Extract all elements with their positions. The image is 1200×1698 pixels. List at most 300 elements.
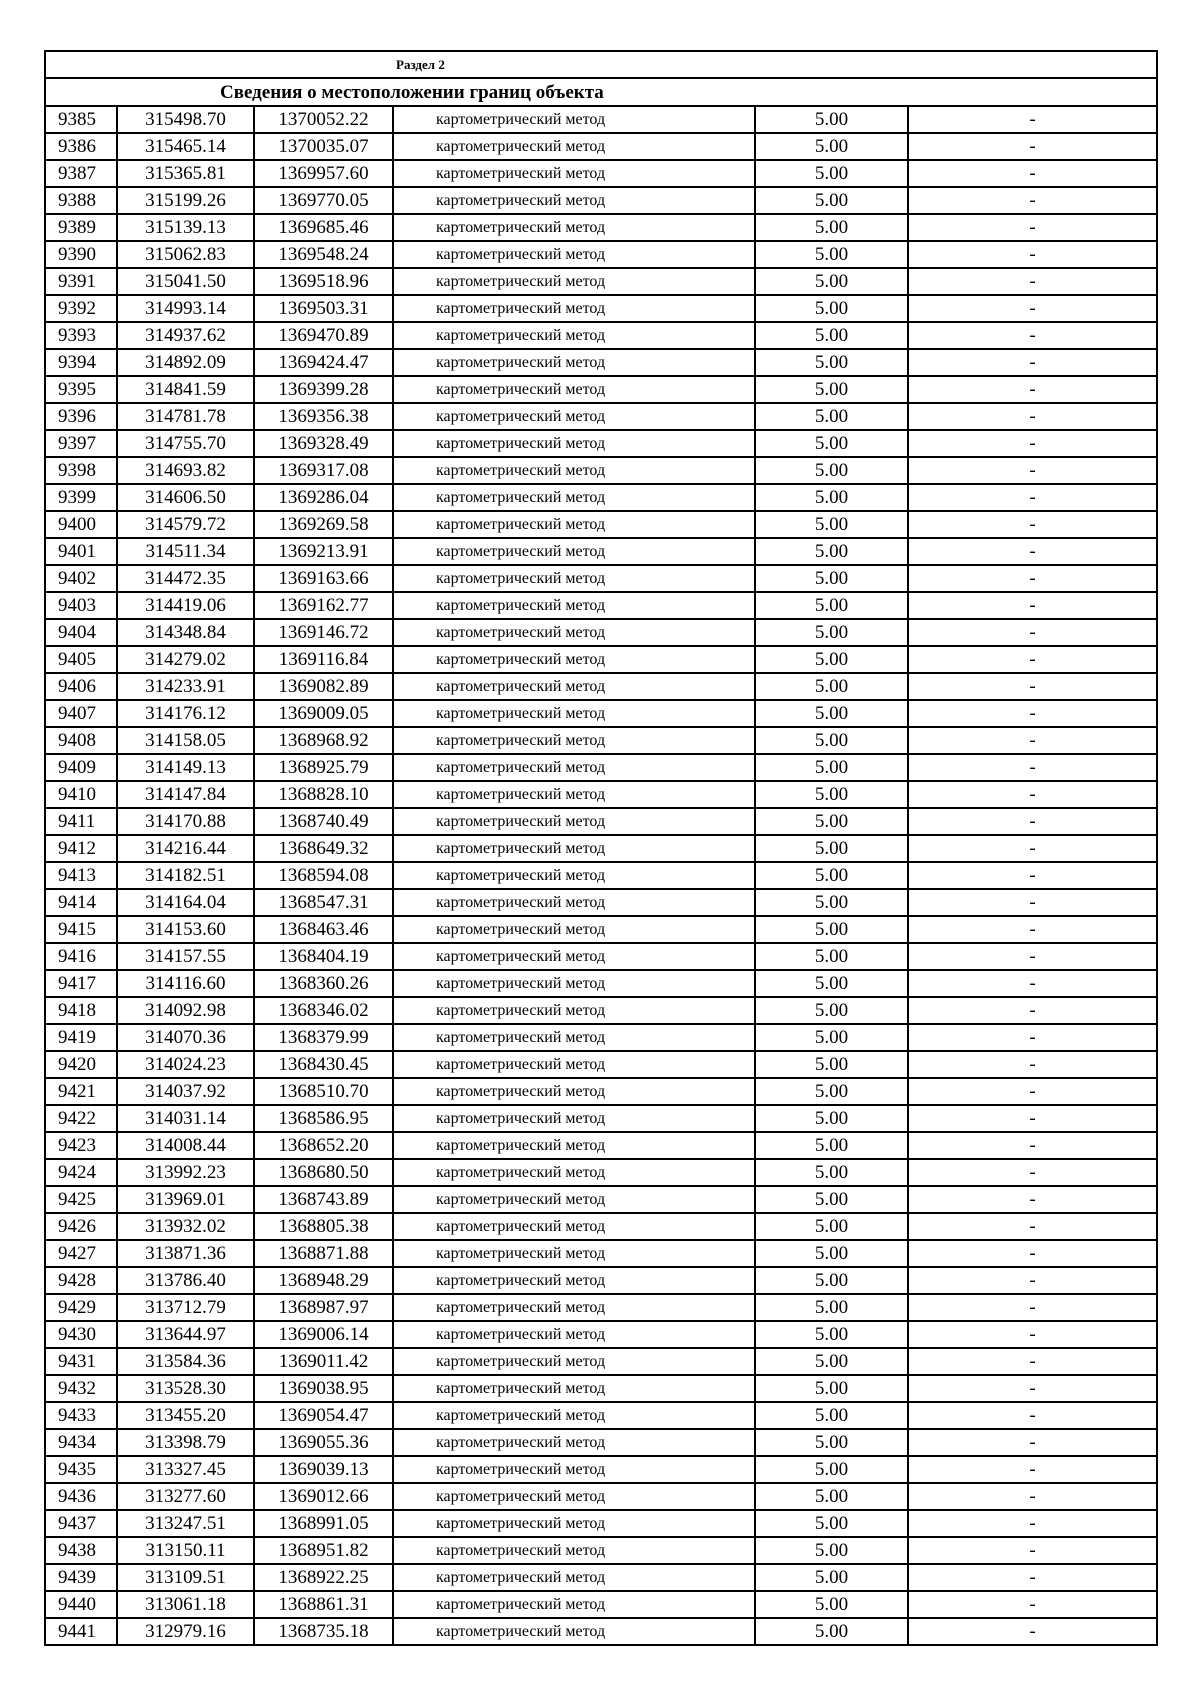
method: картометрический метод <box>393 1105 755 1132</box>
table-row <box>45 1240 1157 1267</box>
point-number: 9391 <box>45 268 117 295</box>
description: - <box>908 268 1157 295</box>
coord-x: 315199.26 <box>117 187 254 214</box>
method: картометрический метод <box>393 457 755 484</box>
description: - <box>908 511 1157 538</box>
table-row <box>45 1591 1157 1618</box>
description: - <box>908 160 1157 187</box>
point-number: 9405 <box>45 646 117 673</box>
method: картометрический метод <box>393 673 755 700</box>
table-row <box>45 1294 1157 1321</box>
precision: 5.00 <box>755 1024 908 1051</box>
table-row <box>45 241 1157 268</box>
precision: 5.00 <box>755 1564 908 1591</box>
coord-x: 314419.06 <box>117 592 254 619</box>
precision: 5.00 <box>755 1105 908 1132</box>
method: картометрический метод <box>393 1267 755 1294</box>
precision: 5.00 <box>755 592 908 619</box>
method: картометрический метод <box>393 592 755 619</box>
point-number: 9432 <box>45 1375 117 1402</box>
description: - <box>908 889 1157 916</box>
precision: 5.00 <box>755 1402 908 1429</box>
coord-y: 1370052.22 <box>254 106 393 133</box>
precision: 5.00 <box>755 1321 908 1348</box>
table-row <box>45 565 1157 592</box>
precision: 5.00 <box>755 187 908 214</box>
description: - <box>908 1132 1157 1159</box>
coord-x: 314070.36 <box>117 1024 254 1051</box>
coord-y: 1369685.46 <box>254 214 393 241</box>
point-number: 9401 <box>45 538 117 565</box>
precision: 5.00 <box>755 916 908 943</box>
coord-y: 1368547.31 <box>254 889 393 916</box>
section-title-row <box>45 78 1157 106</box>
coord-y: 1369957.60 <box>254 160 393 187</box>
coord-y: 1369424.47 <box>254 349 393 376</box>
table-row <box>45 133 1157 160</box>
precision: 5.00 <box>755 673 908 700</box>
description: - <box>908 1402 1157 1429</box>
description: - <box>908 943 1157 970</box>
coord-y: 1368951.82 <box>254 1537 393 1564</box>
method: картометрический метод <box>393 916 755 943</box>
point-number: 9425 <box>45 1186 117 1213</box>
coord-x: 313584.36 <box>117 1348 254 1375</box>
table-row <box>45 835 1157 862</box>
point-number: 9438 <box>45 1537 117 1564</box>
method: картометрический метод <box>393 187 755 214</box>
coord-x: 314216.44 <box>117 835 254 862</box>
table-row <box>45 322 1157 349</box>
point-number: 9415 <box>45 916 117 943</box>
table-row <box>45 1348 1157 1375</box>
description: - <box>908 1213 1157 1240</box>
coord-y: 1369286.04 <box>254 484 393 511</box>
description: - <box>908 1105 1157 1132</box>
description: - <box>908 781 1157 808</box>
description: - <box>908 1564 1157 1591</box>
coord-y: 1368379.99 <box>254 1024 393 1051</box>
precision: 5.00 <box>755 322 908 349</box>
coord-x: 312979.16 <box>117 1618 254 1645</box>
coord-y: 1368594.08 <box>254 862 393 889</box>
coord-x: 314892.09 <box>117 349 254 376</box>
coord-x: 314781.78 <box>117 403 254 430</box>
coord-x: 314116.60 <box>117 970 254 997</box>
precision: 5.00 <box>755 889 908 916</box>
precision: 5.00 <box>755 1537 908 1564</box>
coord-y: 1368987.97 <box>254 1294 393 1321</box>
point-number: 9396 <box>45 403 117 430</box>
point-number: 9392 <box>45 295 117 322</box>
description: - <box>908 484 1157 511</box>
point-number: 9421 <box>45 1078 117 1105</box>
coord-y: 1369356.38 <box>254 403 393 430</box>
coord-x: 314158.05 <box>117 727 254 754</box>
coord-y: 1369012.66 <box>254 1483 393 1510</box>
method: картометрический метод <box>393 619 755 646</box>
description: - <box>908 565 1157 592</box>
method: картометрический метод <box>393 376 755 403</box>
method: картометрический метод <box>393 727 755 754</box>
description: - <box>908 754 1157 781</box>
table-row <box>45 1132 1157 1159</box>
point-number: 9426 <box>45 1213 117 1240</box>
method: картометрический метод <box>393 133 755 160</box>
coord-y: 1368360.26 <box>254 970 393 997</box>
table-row <box>45 349 1157 376</box>
coord-x: 313992.23 <box>117 1159 254 1186</box>
precision: 5.00 <box>755 1213 908 1240</box>
coord-y: 1369770.05 <box>254 187 393 214</box>
precision: 5.00 <box>755 700 908 727</box>
precision: 5.00 <box>755 781 908 808</box>
coord-x: 314031.14 <box>117 1105 254 1132</box>
description: - <box>908 1618 1157 1645</box>
precision: 5.00 <box>755 1078 908 1105</box>
table-row <box>45 214 1157 241</box>
table-row <box>45 538 1157 565</box>
point-number: 9429 <box>45 1294 117 1321</box>
coord-x: 313061.18 <box>117 1591 254 1618</box>
method: картометрический метод <box>393 1024 755 1051</box>
description: - <box>908 970 1157 997</box>
point-number: 9433 <box>45 1402 117 1429</box>
method: картометрический метод <box>393 835 755 862</box>
coord-y: 1368991.05 <box>254 1510 393 1537</box>
precision: 5.00 <box>755 1456 908 1483</box>
coord-x: 313528.30 <box>117 1375 254 1402</box>
precision: 5.00 <box>755 484 908 511</box>
precision: 5.00 <box>755 430 908 457</box>
coord-x: 314153.60 <box>117 916 254 943</box>
coord-x: 314037.92 <box>117 1078 254 1105</box>
point-number: 9437 <box>45 1510 117 1537</box>
table-row <box>45 862 1157 889</box>
point-number: 9407 <box>45 700 117 727</box>
table-row <box>45 592 1157 619</box>
table-row <box>45 1321 1157 1348</box>
precision: 5.00 <box>755 943 908 970</box>
coord-x: 315498.70 <box>117 106 254 133</box>
coord-y: 1368510.70 <box>254 1078 393 1105</box>
coord-y: 1369328.49 <box>254 430 393 457</box>
coord-x: 315062.83 <box>117 241 254 268</box>
coord-x: 314092.98 <box>117 997 254 1024</box>
coord-y: 1369162.77 <box>254 592 393 619</box>
point-number: 9393 <box>45 322 117 349</box>
method: картометрический метод <box>393 241 755 268</box>
table-row <box>45 619 1157 646</box>
coord-x: 314348.84 <box>117 619 254 646</box>
point-number: 9414 <box>45 889 117 916</box>
coord-x: 313327.45 <box>117 1456 254 1483</box>
coord-x: 315465.14 <box>117 133 254 160</box>
description: - <box>908 862 1157 889</box>
point-number: 9409 <box>45 754 117 781</box>
method: картометрический метод <box>393 1510 755 1537</box>
description: - <box>908 403 1157 430</box>
precision: 5.00 <box>755 646 908 673</box>
point-number: 9388 <box>45 187 117 214</box>
precision: 5.00 <box>755 1483 908 1510</box>
table-row <box>45 646 1157 673</box>
description: - <box>908 619 1157 646</box>
table-row <box>45 727 1157 754</box>
method: картометрический метод <box>393 1348 755 1375</box>
coord-y: 1368586.95 <box>254 1105 393 1132</box>
description: - <box>908 1510 1157 1537</box>
point-number: 9416 <box>45 943 117 970</box>
description: - <box>908 835 1157 862</box>
table-row <box>45 1267 1157 1294</box>
coord-x: 313871.36 <box>117 1240 254 1267</box>
description: - <box>908 430 1157 457</box>
description: - <box>908 1159 1157 1186</box>
table-row <box>45 1078 1157 1105</box>
coord-y: 1368805.38 <box>254 1213 393 1240</box>
coord-x: 314937.62 <box>117 322 254 349</box>
method: картометрический метод <box>393 1051 755 1078</box>
point-number: 9389 <box>45 214 117 241</box>
method: картометрический метод <box>393 295 755 322</box>
point-number: 9404 <box>45 619 117 646</box>
table-row <box>45 1564 1157 1591</box>
description: - <box>908 1591 1157 1618</box>
description: - <box>908 1078 1157 1105</box>
coord-y: 1369054.47 <box>254 1402 393 1429</box>
boundary-coordinates-table <box>44 50 1158 1646</box>
method: картометрический метод <box>393 1456 755 1483</box>
point-number: 9410 <box>45 781 117 808</box>
coord-y: 1368740.49 <box>254 808 393 835</box>
precision: 5.00 <box>755 403 908 430</box>
method: картометрический метод <box>393 538 755 565</box>
description: - <box>908 727 1157 754</box>
method: картометрический метод <box>393 214 755 241</box>
description: - <box>908 1240 1157 1267</box>
point-number: 9440 <box>45 1591 117 1618</box>
precision: 5.00 <box>755 241 908 268</box>
table-row <box>45 430 1157 457</box>
coord-x: 313969.01 <box>117 1186 254 1213</box>
description: - <box>908 349 1157 376</box>
description: - <box>908 1321 1157 1348</box>
method: картометрический метод <box>393 322 755 349</box>
method: картометрический метод <box>393 484 755 511</box>
coord-x: 314606.50 <box>117 484 254 511</box>
coord-y: 1369038.95 <box>254 1375 393 1402</box>
coord-x: 313109.51 <box>117 1564 254 1591</box>
coord-y: 1369163.66 <box>254 565 393 592</box>
coord-x: 314149.13 <box>117 754 254 781</box>
coord-y: 1368652.20 <box>254 1132 393 1159</box>
precision: 5.00 <box>755 1510 908 1537</box>
table-row <box>45 916 1157 943</box>
description: - <box>908 214 1157 241</box>
method: картометрический метод <box>393 1186 755 1213</box>
precision: 5.00 <box>755 1294 908 1321</box>
method: картометрический метод <box>393 1078 755 1105</box>
precision: 5.00 <box>755 511 908 538</box>
coord-y: 1369470.89 <box>254 322 393 349</box>
description: - <box>908 1294 1157 1321</box>
method: картометрический метод <box>393 1618 755 1645</box>
method: картометрический метод <box>393 1402 755 1429</box>
method: картометрический метод <box>393 1321 755 1348</box>
table-row <box>45 376 1157 403</box>
point-number: 9423 <box>45 1132 117 1159</box>
method: картометрический метод <box>393 403 755 430</box>
point-number: 9390 <box>45 241 117 268</box>
table-row <box>45 1510 1157 1537</box>
section-title: Сведения о местоположении границ объекта <box>45 78 1157 106</box>
method: картометрический метод <box>393 1375 755 1402</box>
coord-x: 314472.35 <box>117 565 254 592</box>
precision: 5.00 <box>755 808 908 835</box>
table-row <box>45 295 1157 322</box>
description: - <box>908 457 1157 484</box>
precision: 5.00 <box>755 1132 908 1159</box>
method: картометрический метод <box>393 1294 755 1321</box>
table-row <box>45 943 1157 970</box>
precision: 5.00 <box>755 214 908 241</box>
method: картометрический метод <box>393 565 755 592</box>
precision: 5.00 <box>755 1267 908 1294</box>
table-row <box>45 1456 1157 1483</box>
coord-x: 313644.97 <box>117 1321 254 1348</box>
table-body <box>45 51 1157 1645</box>
point-number: 9400 <box>45 511 117 538</box>
point-number: 9385 <box>45 106 117 133</box>
point-number: 9412 <box>45 835 117 862</box>
method: картометрический метод <box>393 943 755 970</box>
coord-y: 1368404.19 <box>254 943 393 970</box>
precision: 5.00 <box>755 1591 908 1618</box>
section-label: Раздел 2 <box>45 51 1157 78</box>
coord-y: 1369518.96 <box>254 268 393 295</box>
coord-x: 313932.02 <box>117 1213 254 1240</box>
precision: 5.00 <box>755 1051 908 1078</box>
table-row <box>45 1402 1157 1429</box>
method: картометрический метод <box>393 1483 755 1510</box>
coord-y: 1368649.32 <box>254 835 393 862</box>
coord-y: 1368735.18 <box>254 1618 393 1645</box>
description: - <box>908 1456 1157 1483</box>
coord-x: 314693.82 <box>117 457 254 484</box>
description: - <box>908 538 1157 565</box>
coord-x: 314841.59 <box>117 376 254 403</box>
coord-y: 1368948.29 <box>254 1267 393 1294</box>
point-number: 9422 <box>45 1105 117 1132</box>
table-row <box>45 1213 1157 1240</box>
coord-y: 1368925.79 <box>254 754 393 781</box>
precision: 5.00 <box>755 1348 908 1375</box>
point-number: 9430 <box>45 1321 117 1348</box>
method: картометрический метод <box>393 511 755 538</box>
coord-x: 315365.81 <box>117 160 254 187</box>
precision: 5.00 <box>755 1240 908 1267</box>
method: картометрический метод <box>393 1591 755 1618</box>
precision: 5.00 <box>755 106 908 133</box>
point-number: 9435 <box>45 1456 117 1483</box>
table-row <box>45 808 1157 835</box>
table-row <box>45 997 1157 1024</box>
point-number: 9411 <box>45 808 117 835</box>
precision: 5.00 <box>755 862 908 889</box>
table-row <box>45 268 1157 295</box>
description: - <box>908 673 1157 700</box>
coord-y: 1368922.25 <box>254 1564 393 1591</box>
coord-y: 1369009.05 <box>254 700 393 727</box>
description: - <box>908 1267 1157 1294</box>
point-number: 9427 <box>45 1240 117 1267</box>
coord-y: 1369146.72 <box>254 619 393 646</box>
point-number: 9413 <box>45 862 117 889</box>
point-number: 9399 <box>45 484 117 511</box>
precision: 5.00 <box>755 295 908 322</box>
table-row <box>45 889 1157 916</box>
point-number: 9402 <box>45 565 117 592</box>
coord-y: 1369548.24 <box>254 241 393 268</box>
coord-x: 314993.14 <box>117 295 254 322</box>
table-row <box>45 187 1157 214</box>
coord-y: 1369213.91 <box>254 538 393 565</box>
table-row <box>45 484 1157 511</box>
coord-x: 314511.34 <box>117 538 254 565</box>
table-row <box>45 1618 1157 1645</box>
table-row <box>45 673 1157 700</box>
precision: 5.00 <box>755 376 908 403</box>
coord-x: 314755.70 <box>117 430 254 457</box>
table-row <box>45 1483 1157 1510</box>
method: картометрический метод <box>393 1564 755 1591</box>
point-number: 9431 <box>45 1348 117 1375</box>
coord-x: 313398.79 <box>117 1429 254 1456</box>
coord-y: 1369011.42 <box>254 1348 393 1375</box>
point-number: 9418 <box>45 997 117 1024</box>
table-row <box>45 970 1157 997</box>
table-row <box>45 1159 1157 1186</box>
method: картометрический метод <box>393 1159 755 1186</box>
table-row <box>45 457 1157 484</box>
description: - <box>908 295 1157 322</box>
table-row <box>45 1375 1157 1402</box>
precision: 5.00 <box>755 133 908 160</box>
method: картометрический метод <box>393 781 755 808</box>
point-number: 9419 <box>45 1024 117 1051</box>
coord-y: 1368871.88 <box>254 1240 393 1267</box>
coord-x: 313247.51 <box>117 1510 254 1537</box>
coord-y: 1369317.08 <box>254 457 393 484</box>
precision: 5.00 <box>755 727 908 754</box>
description: - <box>908 133 1157 160</box>
table-row <box>45 754 1157 781</box>
coord-x: 314147.84 <box>117 781 254 808</box>
description: - <box>908 700 1157 727</box>
coord-y: 1368463.46 <box>254 916 393 943</box>
coord-y: 1369055.36 <box>254 1429 393 1456</box>
description: - <box>908 322 1157 349</box>
coord-y: 1368430.45 <box>254 1051 393 1078</box>
point-number: 9436 <box>45 1483 117 1510</box>
coord-y: 1368743.89 <box>254 1186 393 1213</box>
point-number: 9417 <box>45 970 117 997</box>
point-number: 9397 <box>45 430 117 457</box>
coord-x: 314279.02 <box>117 646 254 673</box>
method: картометрический метод <box>393 754 755 781</box>
table-row <box>45 1051 1157 1078</box>
